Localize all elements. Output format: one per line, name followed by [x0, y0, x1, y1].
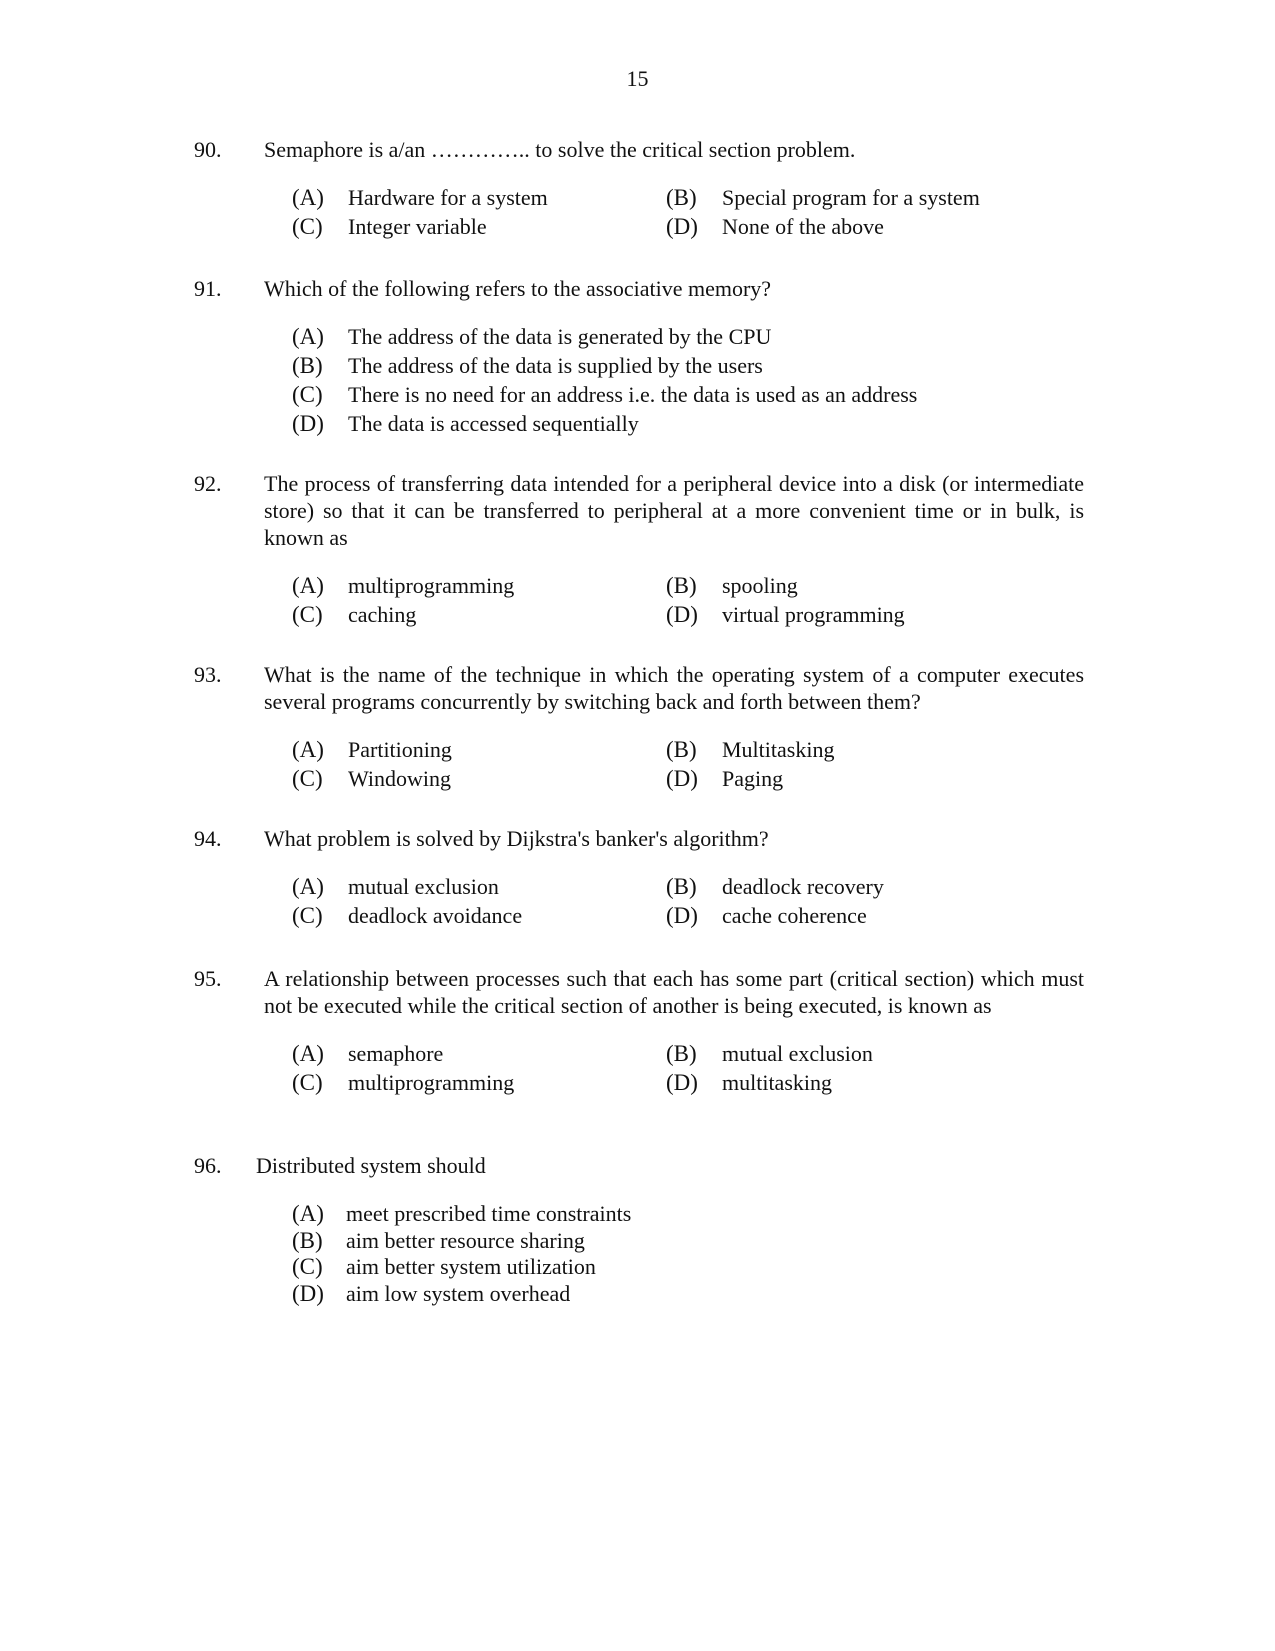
option-a: (A) semaphore [292, 1041, 444, 1066]
option-a: (A) mutual exclusion [292, 874, 499, 899]
question-text: What is the name of the technique in which the operating system of a computer executes several programs concurrently by switching back and forth between them? [264, 662, 1084, 714]
option-b: (B) The address of the data is supplied by the users [292, 353, 763, 378]
option-d: (D) The data is accessed sequentially [292, 411, 639, 436]
options [292, 1201, 1084, 1307]
question-90 [194, 136, 1084, 241]
option-c: (C) caching [292, 602, 417, 627]
option-d: (D) cache coherence [666, 903, 867, 928]
option-a: (A) multiprogramming [292, 573, 515, 598]
option-d: (D) None of the above [666, 214, 884, 239]
options [292, 571, 1084, 629]
question-number: 94. [194, 826, 222, 851]
page-number: 15 [626, 66, 649, 91]
option-c: (C) deadlock avoidance [292, 903, 523, 928]
option-b: (B) aim better resource sharing [292, 1227, 585, 1253]
option-d: (D) multitasking [666, 1070, 832, 1095]
question-number: 93. [194, 662, 222, 687]
question-text: The process of transferring data intended for a peripheral device into a disk (or intermediate store) so that it can be transferred to peripheral at a more convenient time or in bulk, is known as [264, 471, 1084, 550]
option-b: (B) Special program for a system [666, 185, 980, 210]
option-a: (A) The address of the data is generated by the CPU [292, 324, 772, 349]
question-text: A relationship between processes such that each has some part (critical section) which must not be executed while the critical section of another is being executed, is known as [264, 966, 1084, 1018]
option-b: (B) deadlock recovery [666, 874, 884, 899]
options [292, 735, 1084, 793]
question-91 [194, 275, 1084, 438]
question-93 [194, 661, 1084, 793]
option-c: (C) There is no need for an address i.e. the data is used as an address [292, 382, 918, 407]
option-c: (C) aim better system utilization [292, 1254, 596, 1279]
option-d: (D) aim low system overhead [292, 1280, 571, 1306]
option-d: (D) Paging [666, 766, 784, 791]
question-95 [194, 965, 1084, 1097]
options [292, 872, 1084, 930]
option-b: (B) Multitasking [666, 737, 835, 762]
question-number: 92. [194, 471, 222, 496]
question-number: 96. [194, 1153, 222, 1178]
option-a: (A) Partitioning [292, 737, 452, 762]
option-c: (C) Integer variable [292, 214, 487, 239]
question-94 [194, 825, 1084, 930]
question-text: Semaphore is a/an ………….. to solve the critical section problem. [264, 137, 856, 162]
options [292, 183, 1084, 241]
option-c: (C) Windowing [292, 766, 451, 791]
option-b: (B) spooling [666, 573, 798, 598]
option-b: (B) mutual exclusion [666, 1041, 873, 1066]
option-c: (C) multiprogramming [292, 1070, 515, 1095]
question-number: 90. [194, 137, 222, 162]
question-text: Which of the following refers to the associative memory? [264, 276, 772, 301]
question-92 [194, 470, 1084, 629]
question-text: What problem is solved by Dijkstra's banker's algorithm? [264, 826, 769, 851]
options [292, 322, 1084, 438]
question-number: 95. [194, 966, 222, 991]
options [292, 1039, 1084, 1097]
option-d: (D) virtual programming [666, 602, 905, 627]
question-96 [194, 1152, 1084, 1307]
option-a: (A) meet prescribed time constraints [292, 1201, 632, 1226]
question-number: 91. [194, 276, 222, 301]
question-text: Distributed system should [256, 1153, 486, 1178]
option-a: (A) Hardware for a system [292, 185, 548, 210]
